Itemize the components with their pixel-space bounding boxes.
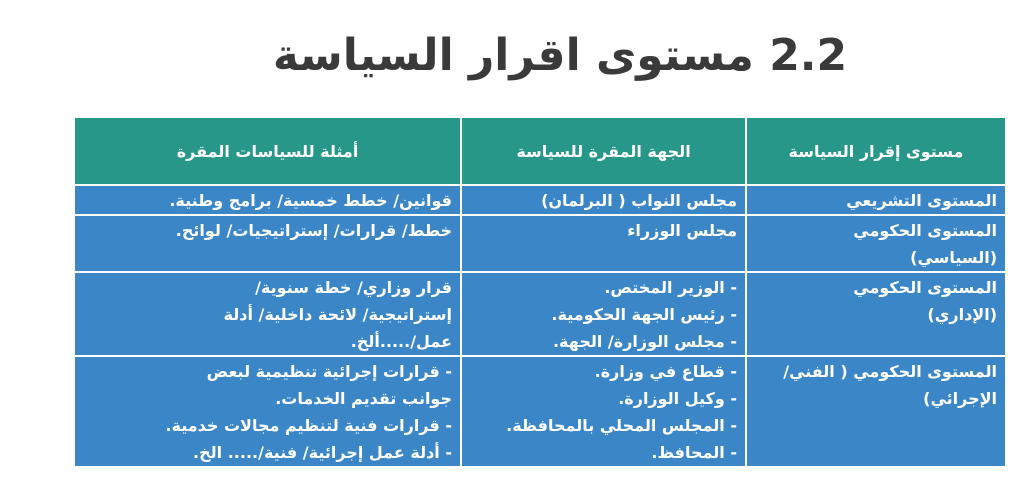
examples-cell [74, 185, 461, 215]
cell-line: مجلس النواب ( البرلمان) [541, 191, 737, 210]
cell-line: (الإداري) [927, 305, 997, 324]
header-level: مستوى إقرار السياسة [746, 117, 1006, 185]
table-row [74, 356, 1006, 467]
cell-line: المستوى التشريعي [846, 191, 997, 210]
authority-cell [461, 356, 746, 467]
cell-line: - المحافظ. [651, 443, 737, 462]
cell-line: - قرارات إجرائية تنظيمية لبعض [206, 362, 452, 381]
page-title: 2.2 مستوى اقرار السياسة [272, 30, 848, 81]
cell-line: المستوى الحكومي [853, 221, 997, 240]
table-row [74, 215, 1006, 272]
cell-line: الإجرائي) [923, 389, 997, 408]
table-row [74, 185, 1006, 215]
header-examples: أمثلة للسياسات المقرة [74, 117, 461, 185]
cell-line: إستراتيجية/ لائحة داخلية/ أدلة [223, 305, 452, 324]
cell-line: قوانين/ خطط خمسية/ برامج وطنية. [169, 191, 452, 210]
cell-line: جوانب تقديم الخدمات. [275, 389, 452, 408]
cell-line: قرار وزاري/ خطة سنوية/ [255, 278, 452, 297]
cell-line: - وكيل الوزارة. [618, 389, 737, 408]
level-cell [746, 185, 1006, 215]
examples-cell [74, 272, 461, 356]
policy-levels-table [73, 116, 1007, 468]
cell-line: - مجلس الوزارة/ الجهة. [552, 332, 737, 351]
examples-cell [74, 215, 461, 272]
table-header-row [74, 117, 1006, 185]
level-cell [746, 215, 1006, 272]
cell-line: - رئيس الجهة الحكومية. [551, 305, 737, 324]
cell-line: المستوى الحكومي ( الفني/ [783, 362, 997, 381]
authority-cell [461, 185, 746, 215]
cell-line: مجلس الوزراء [627, 221, 737, 240]
level-cell [746, 272, 1006, 356]
cell-line: (السياسي) [910, 248, 997, 267]
authority-cell [461, 272, 746, 356]
cell-line: المستوى الحكومي [853, 278, 997, 297]
cell-line: - قطاع في وزارة. [594, 362, 737, 381]
cell-line: خطط/ قرارات/ إستراتيجيات/ لوائح. [175, 221, 452, 240]
header-authority: الجهة المقرة للسياسة [461, 117, 746, 185]
cell-line: - قرارات فنية لتنظيم مجالات خدمية. [165, 416, 452, 435]
cell-line: - المجلس المحلي بالمحافظة. [506, 416, 737, 435]
table-row [74, 272, 1006, 356]
level-cell [746, 356, 1006, 467]
authority-cell [461, 215, 746, 272]
cell-line: - الوزير المختص. [604, 278, 737, 297]
cell-line: عمل/.....ألخ. [350, 332, 452, 351]
cell-line: - أدلة عمل إجرائية/ فنية/..... الخ. [193, 443, 452, 462]
examples-cell [74, 356, 461, 467]
